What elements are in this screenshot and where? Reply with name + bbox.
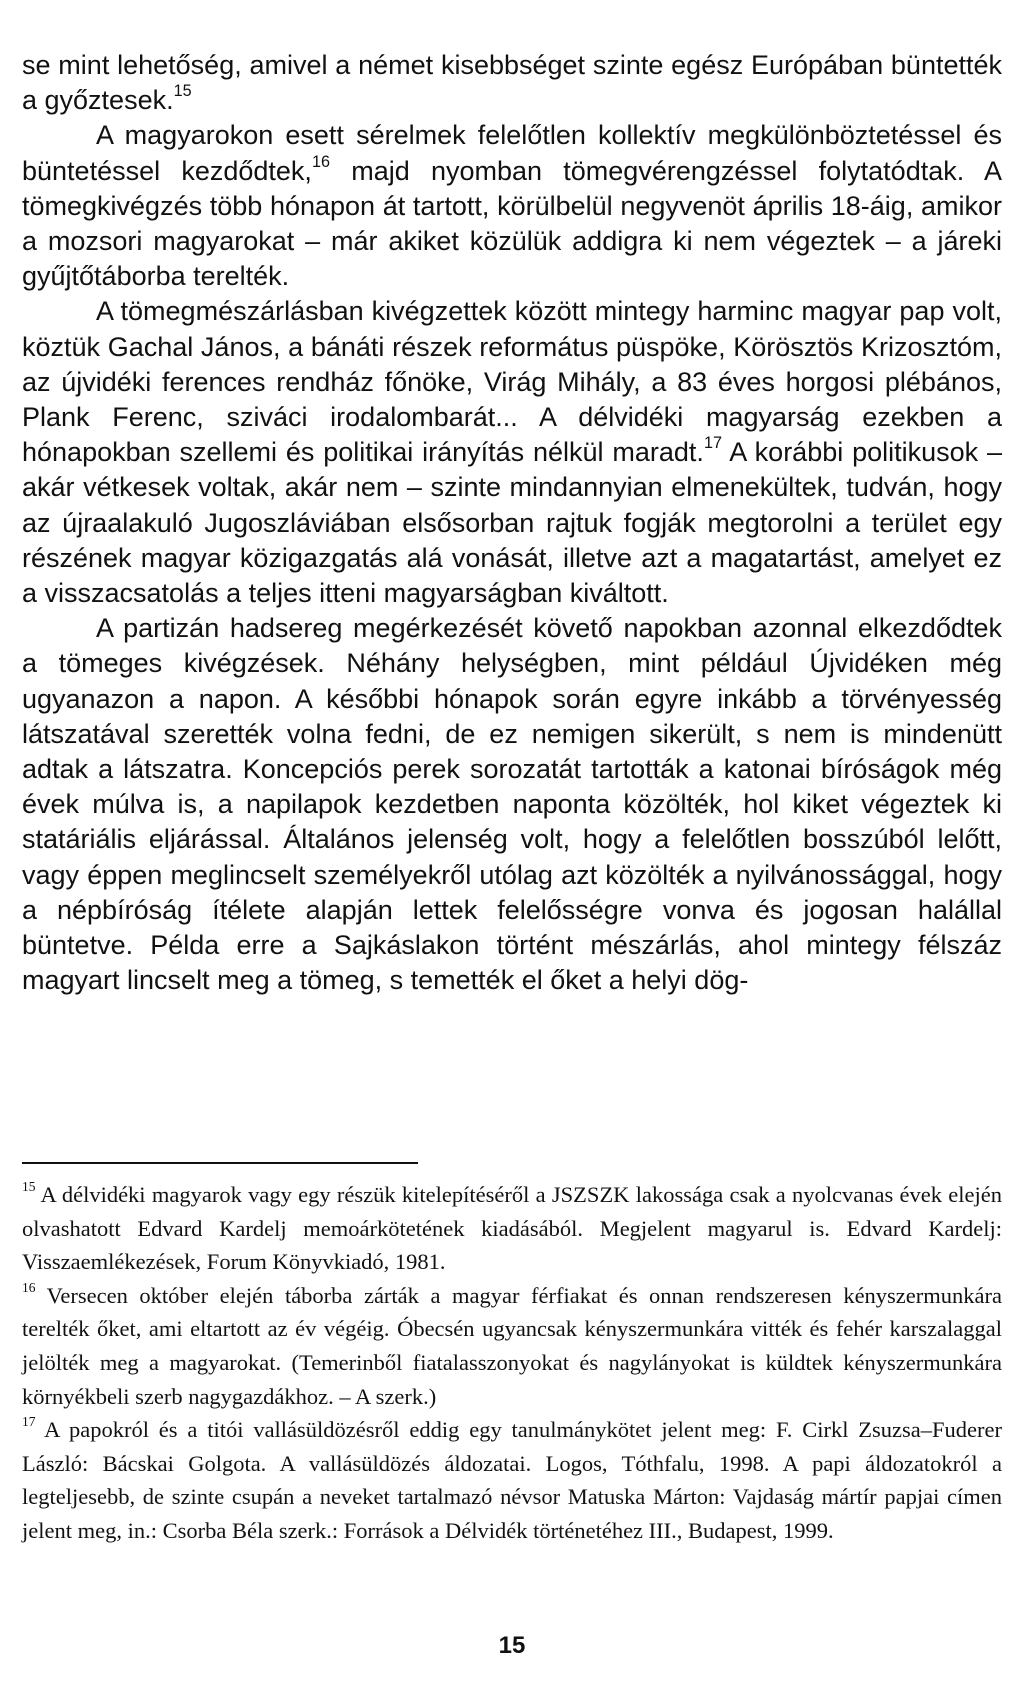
paragraph-text: majd nyomban tömegvérengzéssel folytatódtak. A tömegkivégzés több hónapon át tartott, körülbelül negyvenöt április 18-áig, amikor a mozsori magyarokat – már akiket közülük addigra ki nem végeztek – a járeki gyűjtőtáborba terelték. (22, 155, 1002, 292)
footnote-number: 17 (22, 1414, 36, 1430)
paragraph-4 (22, 611, 1002, 998)
footnote-text: Versecen október elején táborba zárták a magyar férfiakat és onnan rendszeresen kényszermunkára terelték őket, ami eltartott az év végéig. Óbecsén ugyancsak kényszermunkára vitték és fehér karszalaggal jelölték meg a magyarokat. (Temerinből fiatalasszonyokat és nagylányokat is küldtek kényszermunkára környékbeli szerb nagygazdákhoz. – A szerk.) (22, 1282, 1002, 1409)
paragraph-text: A korábbi politikusok – akár vétkesek voltak, akár nem – szinte mindannyian elmenekültek, tudván, hogy az újraalakuló Jugoszláviában elsősorban rajtuk fogják megtorolni a terület egy részének magyar közigazgatás alá vonását, illetve azt a magatartást, amelyet ez a visszacsatolás a teljes itteni magyarságban kiváltott. (22, 437, 1003, 609)
paragraph-2 (22, 118, 1002, 294)
paragraph-text: A magyarokon esett sérelmek felelőtlen kollektív megkülönböztetéssel és büntetéssel kezdődtek, (22, 120, 1002, 186)
paragraph-3 (22, 294, 1002, 611)
footnote-16 (22, 1279, 1002, 1413)
footnote-separator (22, 1162, 418, 1164)
paragraph-1 (22, 48, 1002, 118)
paragraph-text: A partizán hadsereg megérkezését követő napokban azonnal elkezdődtek a tömeges kivégzések. Néhány helységben, mint például Újvidéken még ugyanazon a napon. A későbbi hónapok során egyre inkább a törvényesség látszatával szerették volna fedni, de ez nemigen sikerült, s nem is mindenütt adtak a látszatra. Koncepciós perek sorozatát tartották a katonai bíróságok még évek múlva is, a napilapok kezdetben naponta közölték, hol kiket végeztek ki statáriális eljárással. Általános jelenség volt, hogy a felelőtlen bosszúból lelőtt, vagy éppen meglincselt személyekről utólag azt közölték a nyilvánossággal, hogy a népbíróság ítélete alapján lettek felelősségre vonva és jogosan halállal büntetve. Példa erre a Sajkáslakon történt mészárlás, ahol mintegy félszáz magyart lincselt meg a tömeg, s temették el őket a helyi dög- (22, 613, 1002, 996)
footnote-15 (22, 1178, 1002, 1279)
footnote-17 (22, 1413, 1002, 1547)
paragraph-text: se mint lehetőség, amivel a német kisebbséget szinte egész Európában büntették a győztesek. (22, 50, 1002, 116)
footnote-number: 16 (22, 1279, 36, 1295)
footnotes (22, 1178, 1002, 1548)
footnote-ref-15: 15 (173, 82, 192, 101)
page-number: 15 (498, 1632, 526, 1659)
paragraph-text: A tömegmészárlásban kivégzettek között mintegy harminc magyar pap volt, köztük Gachal János, a bánáti részek református püspöke, Körösztös Krizosztóm, az újvidéki ferences rendház főnöke, Virág Mihály, a 83 éves horgosi plébános, Plank Ferenc, sziváci irodalombarát... A délvidéki magyarság ezekben a hónapokban szellemi és politikai irányítás nélkül maradt. (22, 296, 1002, 468)
footnote-text: A papokról és a titói vallásüldözésről eddig egy tanulmánykötet jelent meg: F. Cirkl Zsuzsa–Fuderer László: Bácskai Golgota. A vallásüldözés áldozatai. Logos, Tóthfalu, 1998. A papi áldozatokról a legteljesebb, de szinte csupán a neveket tartalmazó névsor Matuska Márton: Vajdaság mártír papjai címen jelent meg, in.: Csorba Béla szerk.: Források a Délvidék történetéhez III., Budapest, 1999. (22, 1417, 1002, 1543)
footnote-text: A délvidéki magyarok vagy egy részük kitelepítéséről a JSZSZK lakossága csak a nyolcvanas évek elején olvashatott Edvard Kardelj memoárkötetének kiadásából. Megjelent magyarul is. Edvard Kardelj: Visszaemlékezések, Forum Könyvkiadó, 1981. (22, 1182, 1002, 1275)
footnote-ref-16: 16 (311, 152, 330, 171)
body-text (22, 48, 1002, 998)
footnote-ref-17: 17 (703, 434, 722, 453)
footnote-number: 15 (22, 1179, 36, 1195)
